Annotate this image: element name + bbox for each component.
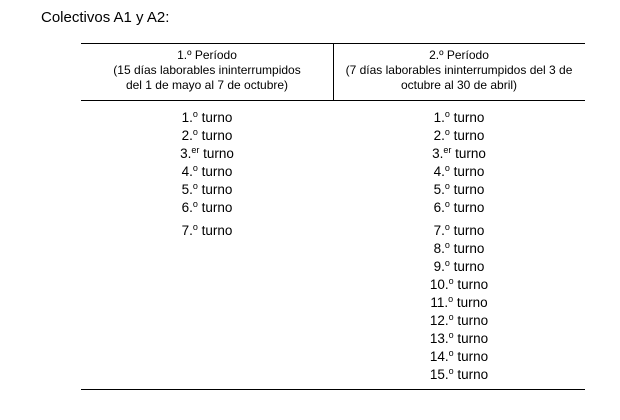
turn-word: turno xyxy=(453,200,485,215)
turn-word: turno xyxy=(453,128,485,143)
turn-item xyxy=(333,240,585,258)
turn-word: turno xyxy=(457,349,489,364)
ordinal-suffix: o xyxy=(448,294,454,304)
ordinal-suffix: er xyxy=(443,145,452,155)
turn-number: 4. xyxy=(433,164,445,179)
turn-number: 5. xyxy=(433,182,445,197)
ordinal-suffix: o xyxy=(448,366,454,376)
ordinal-suffix: o xyxy=(444,222,450,232)
turn-item xyxy=(81,109,333,127)
turn-word: turno xyxy=(201,182,233,197)
ordinal-suffix: o xyxy=(192,109,198,119)
ordinal-suffix: o xyxy=(444,109,450,119)
turn-item xyxy=(333,312,585,330)
ordinal-suffix: o xyxy=(444,258,450,268)
header-line: del 1 de mayo al 7 de octubre) xyxy=(125,78,289,92)
turn-number: 5. xyxy=(181,182,193,197)
turn-item xyxy=(333,330,585,348)
turn-item xyxy=(333,109,585,127)
turn-item xyxy=(333,127,585,145)
turn-number: 9. xyxy=(433,259,445,274)
ordinal-suffix: o xyxy=(448,348,454,358)
header-line: octubre al 30 de abril) xyxy=(400,78,518,92)
turn-item xyxy=(333,199,585,217)
turn-number: 12. xyxy=(429,313,449,328)
turn-number: 8. xyxy=(433,241,445,256)
turn-number: 1. xyxy=(181,110,193,125)
turn-word: turno xyxy=(457,331,489,346)
turn-number: 15. xyxy=(429,367,449,382)
header-line: (15 días laborables ininterrumpidos xyxy=(113,63,301,77)
schedule-table xyxy=(81,43,585,390)
turn-word: turno xyxy=(453,164,485,179)
header-line: 2.º Período xyxy=(429,48,489,62)
turn-number: 7. xyxy=(181,223,193,238)
turn-word: turno xyxy=(453,182,485,197)
turn-word: turno xyxy=(453,241,485,256)
turn-item xyxy=(333,181,585,199)
turn-item xyxy=(81,163,333,181)
ordinal-suffix: o xyxy=(448,330,454,340)
turn-word: turno xyxy=(453,110,485,125)
ordinal-suffix: o xyxy=(192,199,198,209)
turn-word: turno xyxy=(456,295,488,310)
turn-number: 11. xyxy=(430,295,449,310)
turn-word: turno xyxy=(201,110,233,125)
turn-item xyxy=(333,145,585,163)
turn-item xyxy=(333,258,585,276)
turn-number: 6. xyxy=(433,200,445,215)
turn-word: turno xyxy=(201,128,233,143)
ordinal-suffix: o xyxy=(444,240,450,250)
turn-number: 2. xyxy=(433,128,445,143)
table-bottom-rule xyxy=(81,389,585,390)
turn-number: 10. xyxy=(429,277,449,292)
column-header-period-1 xyxy=(81,48,333,93)
header-line: 1.º Período xyxy=(177,48,237,62)
turn-word: turno xyxy=(201,200,233,215)
turn-word: turno xyxy=(457,277,489,292)
header-line: (7 días laborables ininterrumpidos del 3 de xyxy=(345,63,573,77)
turn-word: turno xyxy=(457,367,489,382)
turn-number: 13. xyxy=(429,331,449,346)
page-title: Colectivos A1 y A2: xyxy=(41,9,170,26)
turn-number: 7. xyxy=(433,223,445,238)
turn-word: turno xyxy=(453,259,485,274)
turn-number: 1. xyxy=(433,110,445,125)
turn-number: 4. xyxy=(181,164,193,179)
ordinal-suffix: o xyxy=(192,163,198,173)
turn-item xyxy=(81,199,333,217)
turn-number: 2. xyxy=(181,128,193,143)
turn-item xyxy=(333,366,585,384)
ordinal-suffix: o xyxy=(448,276,454,286)
column-header-period-2 xyxy=(333,48,585,93)
turn-list-period-2 xyxy=(333,109,585,384)
ordinal-suffix: o xyxy=(192,127,198,137)
ordinal-suffix: er xyxy=(191,145,200,155)
turn-number: 3. xyxy=(432,146,444,161)
turn-item xyxy=(333,348,585,366)
turn-list-period-1 xyxy=(81,109,333,240)
ordinal-suffix: o xyxy=(448,312,454,322)
turn-item xyxy=(81,145,333,163)
turn-word: turno xyxy=(455,146,486,161)
turn-item xyxy=(81,222,333,240)
turn-word: turno xyxy=(203,146,234,161)
ordinal-suffix: o xyxy=(444,163,450,173)
turn-word: turno xyxy=(453,223,485,238)
turn-item xyxy=(333,276,585,294)
turn-item xyxy=(333,163,585,181)
turn-number: 14. xyxy=(429,349,449,364)
ordinal-suffix: o xyxy=(444,127,450,137)
turn-word: turno xyxy=(201,223,233,238)
turn-item xyxy=(333,294,585,312)
turn-number: 6. xyxy=(181,200,193,215)
turn-item xyxy=(333,222,585,240)
turn-word: turno xyxy=(201,164,233,179)
ordinal-suffix: o xyxy=(192,181,198,191)
turn-item xyxy=(81,127,333,145)
ordinal-suffix: o xyxy=(192,222,198,232)
turn-item xyxy=(81,181,333,199)
turn-number: 3. xyxy=(180,146,192,161)
ordinal-suffix: o xyxy=(444,181,450,191)
ordinal-suffix: o xyxy=(444,199,450,209)
turn-word: turno xyxy=(457,313,489,328)
